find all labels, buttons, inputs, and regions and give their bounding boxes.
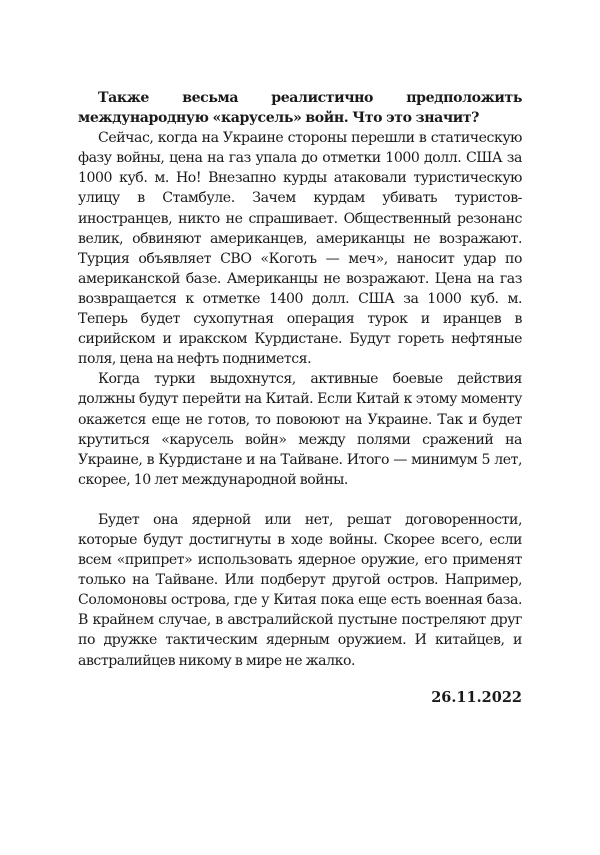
body-paragraph-2: Когда турки выдохнутся, активные боевые действия должны будут перейти на Китай. Если Китай к этому моменту окажется еще не готов, то повоюют на Украине. Так и будет крутиться «карусель войн» между полями сражений на Украине, в Курдистане и на Тайване. Итого — минимум 5 лет, скорее, 10 лет международной войны. [78,371,522,488]
document-date: 26.11.2022 [431,688,522,706]
body-paragraph-3: Будет она ядерной или нет, решат договоренности, которые будут достигнуты в ходе войны. Скорее всего, если всем «припрет» использовать ядерное оружие, его применят только на Тайване. Или подберут другой остров. Например, Соломоновы острова, где у Китая пока еще есть военная база. В крайнем случае, в австралийской пустыне постреляют друг по дружке тактическим ядерным оружием. И китайцев, и австралийцев никому в мире не жалко. [78,511,522,669]
document-page [78,88,522,706]
body-paragraph-1: Сейчас, когда на Украине стороны перешли в статическую фазу войны, цена на газ упала до отметки 1000 долл. США за 1000 куб. м. Но! Внезапно курды атаковали туристическую улицу в Стамбуле. Зачем курдам убивать туристов-иностранцев, никто не спрашивает. Общественный резонанс велик, обвиняют американцев, американцы не возражают. Турция объявляет СВО «Коготь — меч», наносит удар по американской базе. Американцы не возражают. Цена на газ возвращается к отметке 1400 долл. США за 1000 куб. м. Теперь будет сухопутная операция турок и иранцев в сирийском и иракском Курдистане. Будут гореть нефтяные поля, цена на нефть поднимется. [78,130,522,368]
paragraph-spacer [78,490,522,510]
lead-paragraph: Также весьма реалистично предположить международную «карусель» войн. Что это значит? [78,90,522,127]
